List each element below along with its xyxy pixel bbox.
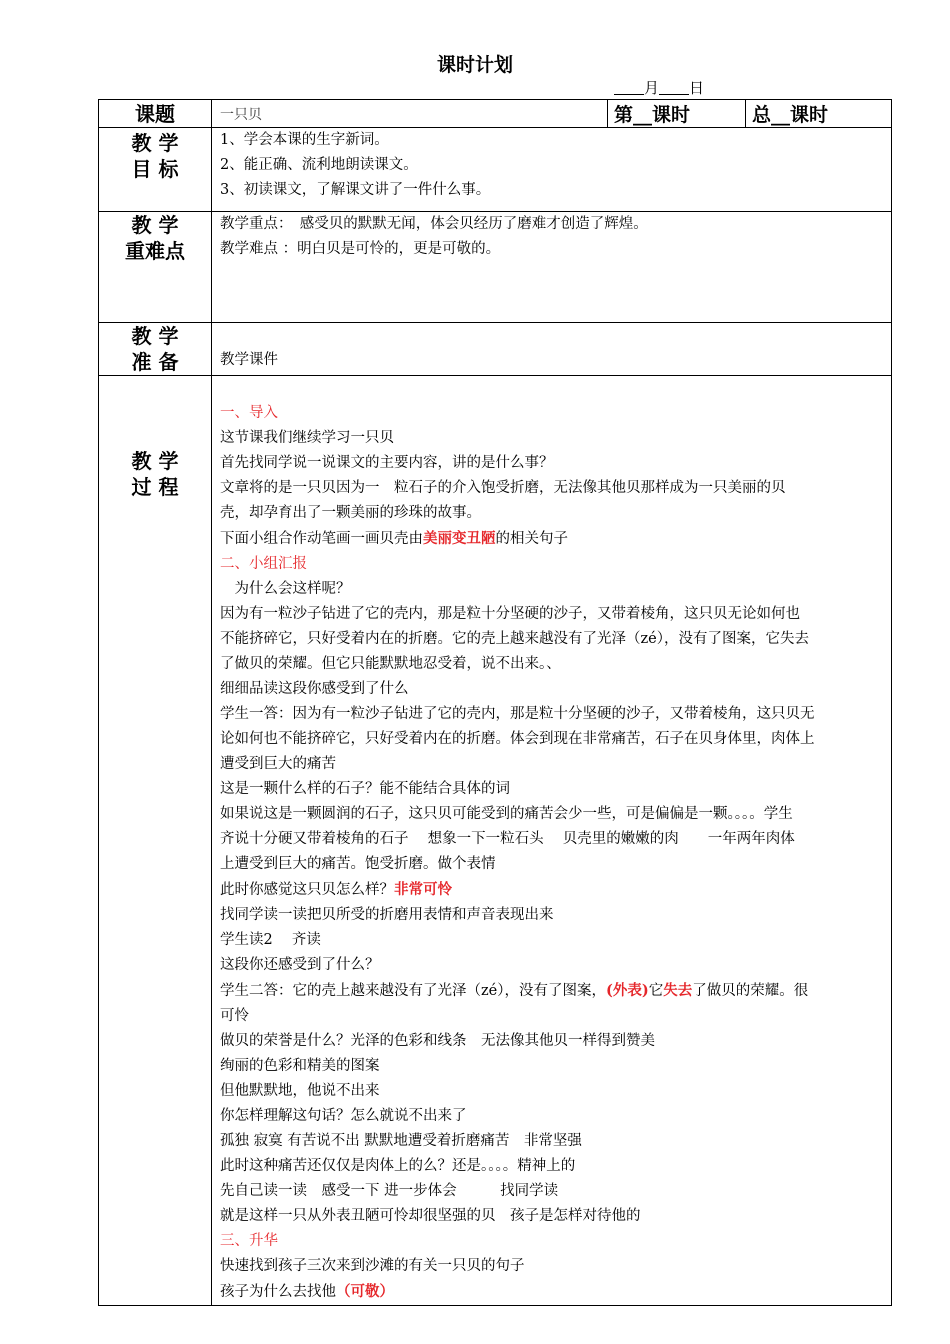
process-content	[212, 376, 892, 1306]
process-label-line2: 过 程	[131, 475, 179, 499]
section-heading: 三、升华	[220, 1233, 278, 1249]
key-points-row	[99, 212, 892, 323]
date-line	[614, 77, 704, 98]
process-line	[220, 1279, 885, 1305]
highlight-text: （可敬）	[336, 1283, 394, 1300]
process-line	[220, 978, 885, 1004]
line-fragment: 下面小组合作动笔画一画贝壳由	[220, 531, 423, 547]
page-title: 课时计划	[436, 54, 513, 76]
line-fragment: 孩子为什么去找他	[220, 1284, 336, 1300]
header-row	[99, 100, 892, 128]
topic-label: 课题	[99, 100, 212, 128]
section-heading: 一、导入	[220, 405, 278, 421]
highlight-text: 美丽变丑陋	[423, 530, 496, 547]
process-line: 首先找同学说一说课文的主要内容，讲的是什么事？	[220, 455, 554, 471]
month-blank	[614, 80, 644, 95]
process-label	[99, 376, 212, 1306]
process-line: 为什么会这样呢？	[220, 581, 351, 597]
process-line: 上遭受到巨大的痛苦。饱受折磨。做个表情	[220, 856, 496, 872]
highlight-text: 失去	[663, 982, 693, 999]
total-lessons: 总__课时	[746, 100, 892, 128]
objectives-label	[99, 128, 212, 212]
objectives-label-line1: 教 学	[131, 131, 179, 155]
process-line: 文章将的是一只贝因为一 粒石子的介入饱受折磨，无法像其他贝那样成为一只美丽的贝	[220, 480, 786, 496]
process-line: 可怜	[220, 1008, 249, 1024]
key-point-item: 教学难点 ：明白贝是可怜的，更是可敬的。	[220, 241, 501, 257]
process-line: 如果说这是一颗圆润的石子，这只贝可能受到的痛苦会少一些，可是偏偏是一颗。。。。学生	[220, 806, 793, 822]
process-label-line1: 教 学	[131, 449, 179, 473]
line-fragment: 此时你感觉这只贝怎么样？	[220, 882, 394, 898]
process-line: 壳，却孕育出了一颗美丽的珍珠的故事。	[220, 505, 481, 521]
process-line: 快速找到孩子三次来到沙滩的有关一只贝的句子	[220, 1258, 525, 1274]
process-line: 齐说十分硬又带着棱角的石子 想象一下一粒石头 贝壳里的嫩嫩的肉 一年两年肉体	[220, 831, 795, 847]
key-point-item: 教学重点： 感受贝的默默无闻，体会贝经历了磨难才创造了辉煌。	[220, 216, 648, 232]
process-line: 学生一答：因为有一粒沙子钻进了它的壳内，那是粒十分坚硬的沙子，又带着棱角，这只贝无	[220, 706, 815, 722]
line-fragment: 的相关句子	[495, 531, 568, 547]
day-label: 日	[689, 79, 705, 97]
process-line: 这是一颗什么样的石子？能不能结合具体的词	[220, 781, 510, 797]
process-line: 因为有一粒沙子钻进了它的壳内，那是粒十分坚硬的沙子，又带着棱角，这只贝无论如何也	[220, 606, 800, 622]
process-line: 就是这样一只从外表丑陋可怜却很坚强的贝 孩子是怎样对待他的	[220, 1208, 641, 1224]
process-lines	[220, 401, 885, 1305]
lesson-plan-table	[98, 99, 892, 1306]
process-line: 学生读2 齐读	[220, 932, 321, 948]
process-line: 不能挤碎它，只好受着内在的折磨。它的壳上越来越没有了光泽（zé），没有了图案，它失去	[220, 631, 809, 647]
lesson-number: 第__课时	[608, 100, 746, 128]
line-fragment: 了做贝的荣耀。很	[692, 983, 809, 999]
objective-item: 2、能正确、流利地朗读课文。	[220, 157, 418, 173]
highlight-text: 非常可怜	[394, 881, 452, 898]
process-line: 遭受到巨大的痛苦	[220, 756, 336, 772]
process-line: 孤独 寂寞 有苦说不出 默默地遭受着折磨痛苦 非常坚强	[220, 1133, 582, 1149]
month-label: 月	[644, 79, 660, 97]
process-line	[220, 877, 885, 903]
key-points-label-line2: 重难点	[125, 239, 185, 263]
preparation-row	[99, 323, 892, 376]
preparation-content: 教学课件	[212, 323, 892, 376]
objectives-content	[212, 128, 892, 212]
line-fragment: 它	[648, 983, 664, 999]
process-line	[220, 526, 885, 552]
topic-value: 一只贝	[212, 100, 608, 128]
preparation-label-line2: 准 备	[131, 350, 179, 374]
key-points-content	[212, 212, 892, 323]
highlight-text: (外表)	[605, 982, 649, 999]
process-line: 找同学读一读把贝所受的折磨用表情和声音表现出来	[220, 907, 554, 923]
process-line: 先自己读一读 感受一下 进一步体会 找同学读	[220, 1183, 559, 1199]
section-heading: 二、小组汇报	[220, 556, 307, 572]
process-line: 这段你还感受到了什么？	[220, 957, 380, 973]
process-row	[99, 376, 892, 1306]
objectives-label-line2: 目 标	[131, 157, 179, 181]
process-line: 做贝的荣誉是什么？光泽的色彩和线条 无法像其他贝一样得到赞美	[220, 1033, 655, 1049]
key-points-label	[99, 212, 212, 323]
process-line: 但他默默地，他说不出来	[220, 1083, 380, 1099]
objective-item: 1、学会本课的生字新词。	[220, 132, 389, 148]
process-line: 论如何也不能挤碎它，只好受着内在的折磨。体会到现在非常痛苦，石子在贝身体里，肉体上	[220, 731, 815, 747]
process-line: 细细品读这段你感受到了什么	[220, 681, 409, 697]
key-points-label-line1: 教 学	[131, 213, 179, 237]
process-line: 绚丽的色彩和精美的图案	[220, 1058, 380, 1074]
preparation-label-line1: 教 学	[131, 324, 179, 348]
line-fragment: 学生二答：它的壳上越来越没有了光泽（zé），没有了图案，	[220, 983, 606, 999]
preparation-label	[99, 323, 212, 376]
objective-item: 3、初读课文，了解课文讲了一件什么事。	[220, 182, 491, 198]
day-blank	[659, 80, 689, 95]
process-line: 此时这种痛苦还仅仅是肉体上的么？还是。。。。精神上的	[220, 1158, 576, 1174]
process-line: 了做贝的荣耀。但它只能默默地忍受着，说不出来。、	[220, 656, 561, 672]
objectives-row	[99, 128, 892, 212]
process-line: 你怎样理解这句话？怎么就说不出来了	[220, 1108, 467, 1124]
process-line: 这节课我们继续学习一只贝	[220, 430, 394, 446]
